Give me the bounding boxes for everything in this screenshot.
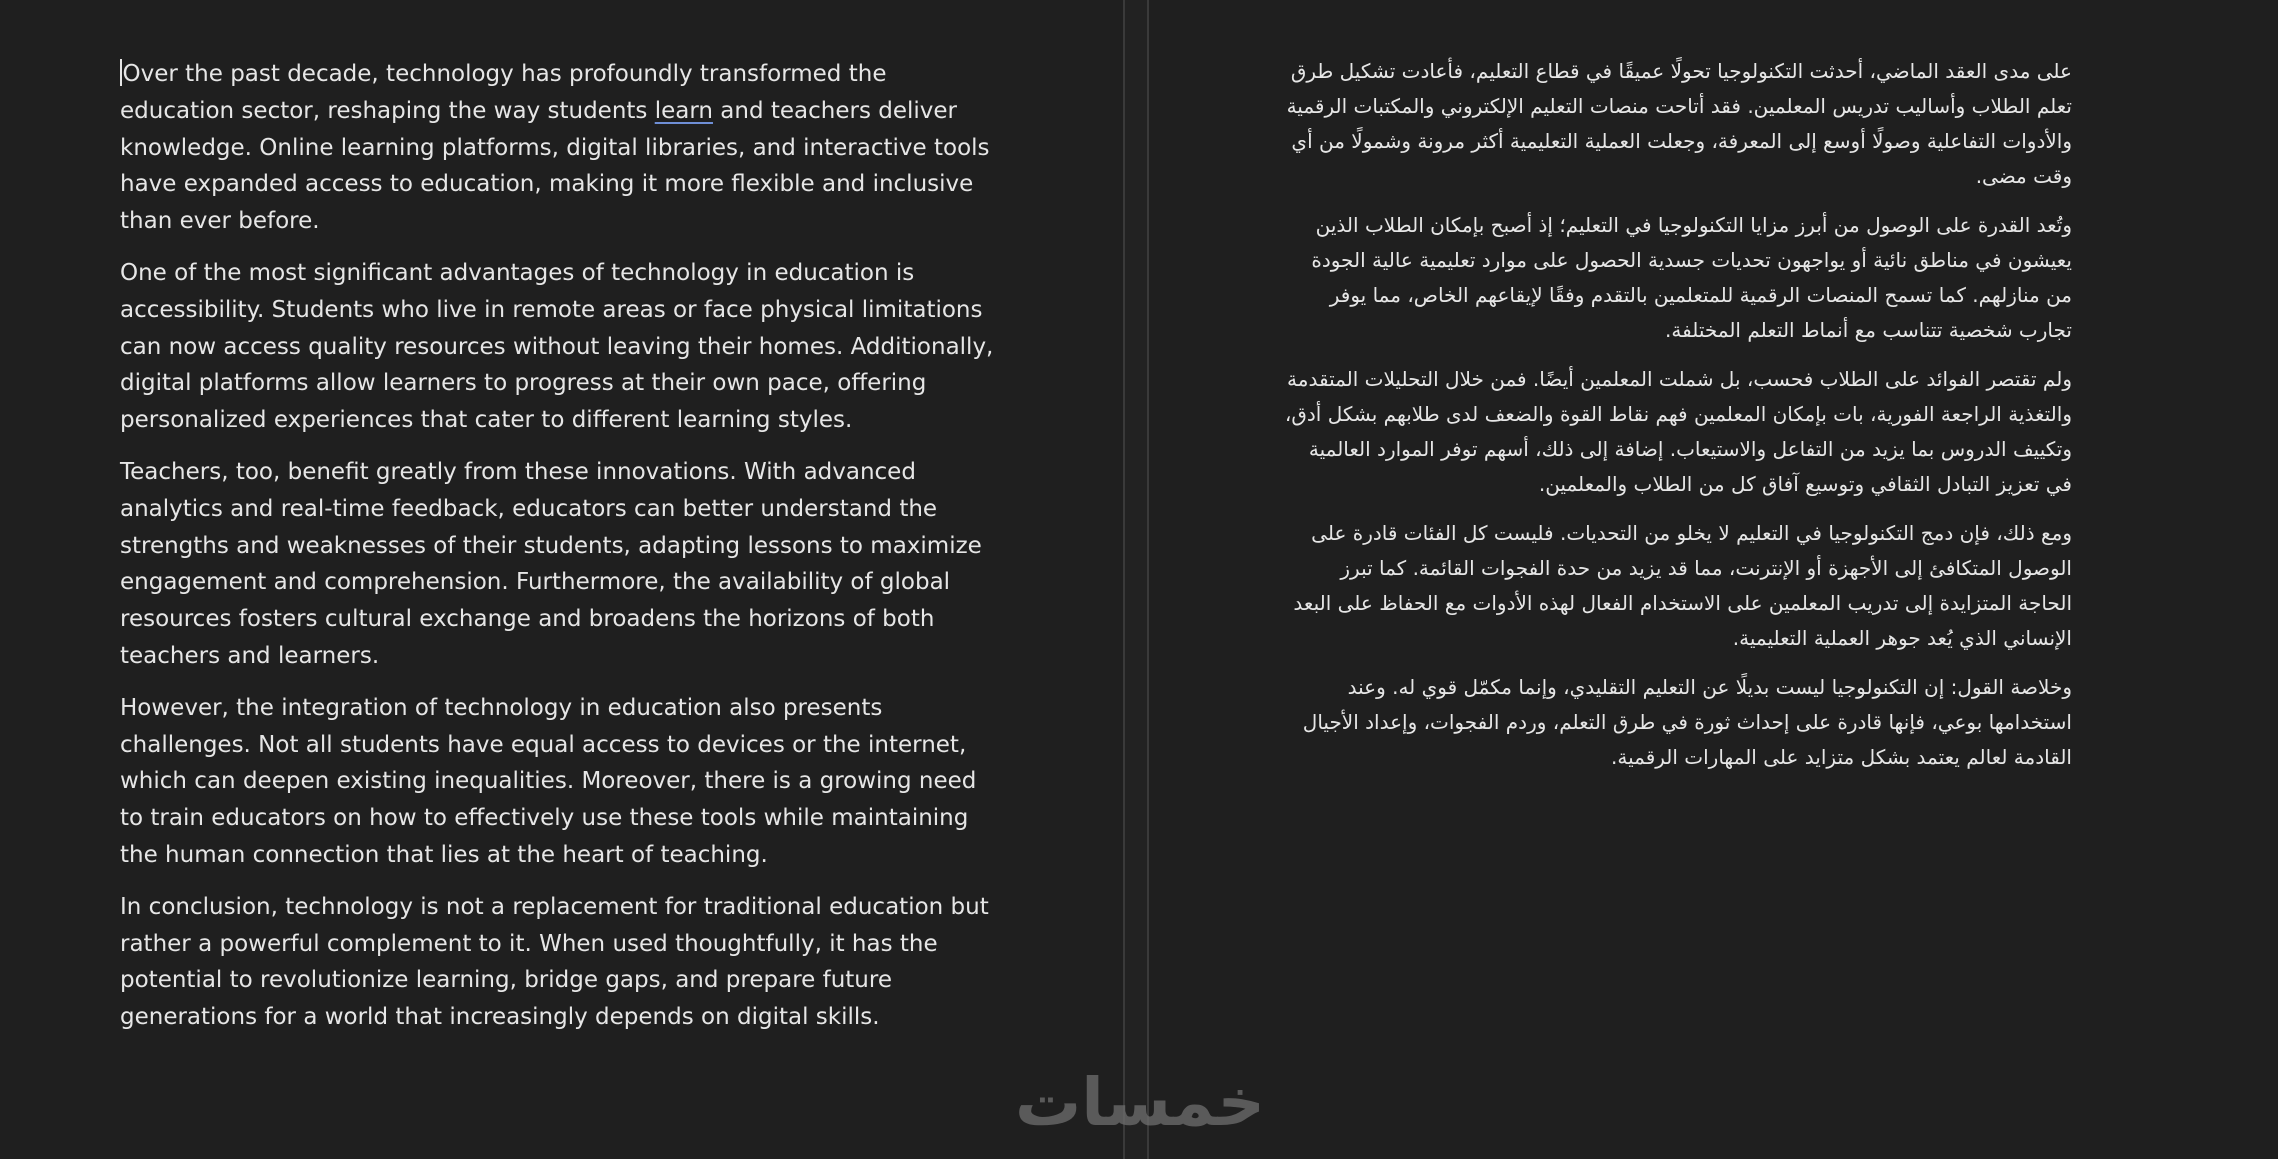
english-paragraph-3[interactable]: Teachers, too, benefit greatly from these innovations. With advanced analytics and real-time feedback, educators can better understand the strengths and weaknesses of their students, adapting lessons to maximize engagement and comprehension. Furthermore, the availability of global resources fosters cultural exchange and broadens the horizons of both teachers and learners. bbox=[120, 458, 982, 669]
underlined-word-learn[interactable]: learn bbox=[654, 97, 713, 124]
arabic-document-pane[interactable] bbox=[1149, 0, 2278, 1159]
pane-split-handle[interactable] bbox=[1123, 0, 1149, 1159]
english-p1-text-start: Over the past decade, technology has profoundly transformed the education sector, reshaping the way students bbox=[120, 61, 887, 124]
arabic-paragraph-2[interactable]: وتُعد القدرة على الوصول من أبرز مزايا التكنولوجيا في التعليم؛ إذ أصبح بإمكان الطلاب الذين يعيشون في مناطق نائية أو يواجهون تحديات جسدية الحصول على موارد تعليمية عالية الجودة من منازلهم. كما تسمح المنصات الرقمية للمتعلمين بالتقدم وفقًا لإيقاعهم الخاص، مما يوفر تجارب شخصية تتناسب مع أنماط التعلم المختلفة. bbox=[1311, 213, 2072, 342]
english-document-body[interactable] bbox=[120, 56, 1000, 1051]
arabic-paragraph-4[interactable]: ومع ذلك، فإن دمج التكنولوجيا في التعليم لا يخلو من التحديات. فليست كل الفئات قادرة على الوصول المتكافئ إلى الأجهزة أو الإنترنت، مما قد يزيد من حدة الفجوات القائمة. كما تبرز الحاجة المتزايدة إلى تدريب المعلمين على الاستخدام الفعال لهذه الأدوات مع الحفاظ على البعد الإنساني الذي يُعد جوهر العملية التعليمية. bbox=[1293, 521, 2072, 650]
split-divider-left bbox=[1123, 0, 1125, 1159]
english-paragraph-1[interactable] bbox=[120, 56, 1000, 240]
arabic-paragraph-5[interactable]: وخلاصة القول: إن التكنولوجيا ليست بديلًا عن التعليم التقليدي، وإنما مكمّل قوي له. وعند استخدامها بوعي، فإنها قادرة على إحداث ثورة في طرق التعلم، وردم الفجوات، وإعداد الأجيال القادمة لعالم يعتمد بشكل متزايد على المهارات الرقمية. bbox=[1302, 675, 2072, 769]
khamsat-watermark-logo: خمسات bbox=[1014, 1064, 1266, 1141]
english-paragraph-4[interactable]: However, the integration of technology in education also presents challenges. Not all students have equal access to devices or the internet, which can deepen existing inequalities. Moreover, there is a growing need to train educators on how to effectively use these tools while maintaining the human connection that lies at the heart of teaching. bbox=[120, 694, 977, 868]
arabic-paragraph-1[interactable]: على مدى العقد الماضي، أحدثت التكنولوجيا تحولًا عميقًا في قطاع التعليم، فأعادت تشكيل طرق تعلم الطلاب وأساليب تدريس المعلمين. فقد أتاحت منصات التعليم الإلكتروني والمكتبات الرقمية والأدوات التفاعلية وصولًا أوسع إلى المعرفة، وجعلت العملية التعليمية أكثر مرونة وشمولًا من أي وقت مضى. bbox=[1286, 59, 2072, 188]
arabic-document-body[interactable] bbox=[1282, 54, 2072, 789]
english-document-pane[interactable] bbox=[0, 0, 1123, 1159]
english-paragraph-5[interactable]: In conclusion, technology is not a replacement for traditional education but rather a powerful complement to it. When used thoughtfully, it has the potential to revolutionize learning, bridge gaps, and prepare future generations for a world that increasingly depends on digital skills. bbox=[120, 893, 989, 1031]
english-p1-text-end: and teachers deliver knowledge. Online learning platforms, digital libraries, and interactive tools have expanded access to education, making it more flexible and inclusive than ever before. bbox=[120, 97, 990, 235]
text-cursor bbox=[120, 59, 122, 86]
english-paragraph-2[interactable]: One of the most significant advantages of technology in education is accessibility. Students who live in remote areas or face physical limitations can now access quality resources without leaving their homes. Additionally, digital platforms allow learners to progress at their own pace, offering personalized experiences that cater to different learning styles. bbox=[120, 259, 994, 434]
arabic-paragraph-3[interactable]: ولم تقتصر الفوائد على الطلاب فحسب، بل شملت المعلمين أيضًا. فمن خلال التحليلات المتقدمة والتغذية الراجعة الفورية، بات بإمكان المعلمين فهم نقاط القوة والضعف لدى طلابهم بشكل أدق، وتكييف الدروس بما يزيد من التفاعل والاستيعاب. إضافة إلى ذلك، أسهم توفر الموارد العالمية في تعزيز التبادل الثقافي وتوسيع آفاق كل من الطلاب والمعلمين. bbox=[1284, 367, 2072, 496]
